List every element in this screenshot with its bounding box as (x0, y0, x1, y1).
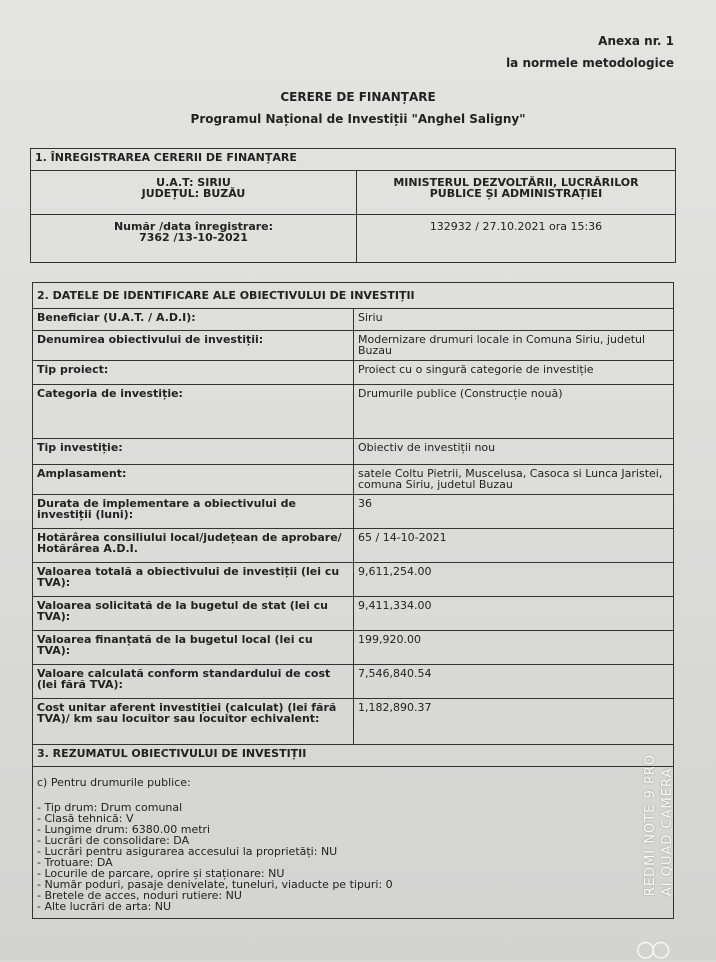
identification-row (33, 563, 674, 597)
registration-label: Număr /data înregistrare: (113, 220, 274, 233)
watermark-camera: AI QUAD CAMERA (660, 767, 675, 897)
row-label: Tip investiție: (33, 439, 354, 465)
row-label: Beneficiar (U.A.T. / A.D.I): (33, 309, 354, 331)
row-label: Valoare calculată conform standardului de cost (lei fără TVA): (33, 665, 354, 699)
row-label: Tip proiect: (33, 361, 354, 385)
watermark-model: REDMI NOTE 9 PRO (643, 753, 658, 897)
summary-cell (33, 767, 674, 919)
camera-watermark (624, 720, 694, 962)
identification-table (32, 282, 674, 919)
annex-header (506, 30, 674, 74)
row-label: Durata de implementare a obiectivului de investiții (luni): (33, 495, 354, 529)
uat-name: U.A.T: SIRIU (156, 176, 231, 189)
row-label: Denumirea obiectivului de investiții: (33, 331, 354, 361)
identification-row (33, 361, 674, 385)
row-value: Proiect cu o singură categorie de investiție (354, 361, 674, 385)
local-registration-cell (31, 215, 357, 263)
ministry-registration: 132932 / 27.10.2021 ora 15:36 (357, 215, 676, 263)
identification-row (33, 465, 674, 495)
summary-item: - Alte lucrări de arta: NU (37, 900, 172, 913)
summary-intro: c) Pentru drumurile publice: (37, 776, 191, 789)
summary-item: - Clasă tehnică: V (37, 812, 134, 825)
identification-row (33, 439, 674, 465)
row-label: Valoarea totală a obiectivului de investiții (lei cu TVA): (33, 563, 354, 597)
summary-item: - Bretele de acces, noduri rutiere: NU (37, 889, 242, 902)
uat-cell (31, 171, 357, 215)
summary-item: - Lucrări pentru asigurarea accesului la proprietăți: NU (37, 845, 338, 858)
ministry-cell (357, 171, 676, 215)
annex-subtitle: la normele metodologice (506, 56, 674, 70)
identification-row (33, 631, 674, 665)
ministry-name-line1: MINISTERUL DEZVOLTĂRII, LUCRĂRILOR (393, 176, 639, 189)
watermark-text (642, 754, 676, 896)
document-title: CERERE DE FINANȚARE (280, 90, 436, 104)
section3-heading: 3. REZUMATUL OBIECTIVULUI DE INVESTIȚII (33, 745, 674, 767)
identification-row (33, 331, 674, 361)
section2-heading: 2. DATELE DE IDENTIFICARE ALE OBIECTIVULUI DE INVESTIȚII (33, 283, 674, 309)
row-label: Amplasament: (33, 465, 354, 495)
uat-county: JUDEȚUL: BUZĂU (141, 187, 246, 200)
row-value: Modernizare drumuri locale in Comuna Siriu, judetul Buzau (354, 331, 674, 361)
row-value: 7,546,840.54 (354, 665, 674, 699)
camera-logo-icon: ○○ (636, 937, 667, 962)
registration-value: 7362 /13-10-2021 (139, 231, 248, 244)
row-value: 199,920.00 (354, 631, 674, 665)
row-value: 9,611,254.00 (354, 563, 674, 597)
identification-row (33, 385, 674, 439)
summary-item: - Locurile de parcare, oprire și staționare: NU (37, 867, 285, 880)
row-value: Drumurile publice (Construcție nouă) (354, 385, 674, 439)
summary-list (37, 802, 669, 912)
row-label: Categoria de investiție: (33, 385, 354, 439)
document-subtitle: Programul Național de Investiții "Anghel Saligny" (190, 112, 526, 126)
summary-item: - Număr poduri, pasaje denivelate, tuneluri, viaducte pe tipuri: 0 (37, 878, 393, 891)
row-label: Cost unitar aferent investiției (calculat) (lei fără TVA)/ km sau locuitor sau locuitor echivalent: (33, 699, 354, 745)
annex-number: Anexa nr. 1 (598, 34, 674, 48)
row-value: Obiectiv de investiții nou (354, 439, 674, 465)
row-value: 9,411,334.00 (354, 597, 674, 631)
identification-row (33, 665, 674, 699)
ministry-name-line2: PUBLICE ȘI ADMINISTRAȚIEI (429, 187, 603, 200)
summary-item: - Lungime drum: 6380.00 metri (37, 823, 211, 836)
row-value: 65 / 14-10-2021 (354, 529, 674, 563)
identification-row (33, 597, 674, 631)
row-label: Valoarea finanțată de la bugetul local (lei cu TVA): (33, 631, 354, 665)
summary-item: - Lucrări de consolidare: DA (37, 834, 190, 847)
row-value: satele Coltu Pietrii, Muscelusa, Casoca si Lunca Jaristei, comuna Siriu, judetul Buzau (354, 465, 674, 495)
row-label: Valoarea solicitată de la bugetul de stat (lei cu TVA): (33, 597, 354, 631)
identification-row (33, 495, 674, 529)
section1-heading: 1. ÎNREGISTRAREA CERERII DE FINANȚARE (31, 149, 676, 171)
summary-item: - Trotuare: DA (37, 856, 113, 869)
row-value: Siriu (354, 309, 674, 331)
identification-row (33, 529, 674, 563)
row-value: 36 (354, 495, 674, 529)
row-label: Hotărârea consiliului local/județean de aprobare/ Hotărârea A.D.I. (33, 529, 354, 563)
registration-table (30, 148, 676, 263)
identification-row (33, 309, 674, 331)
row-value: 1,182,890.37 (354, 699, 674, 745)
summary-item: - Tip drum: Drum comunal (37, 801, 183, 814)
identification-row (33, 699, 674, 745)
